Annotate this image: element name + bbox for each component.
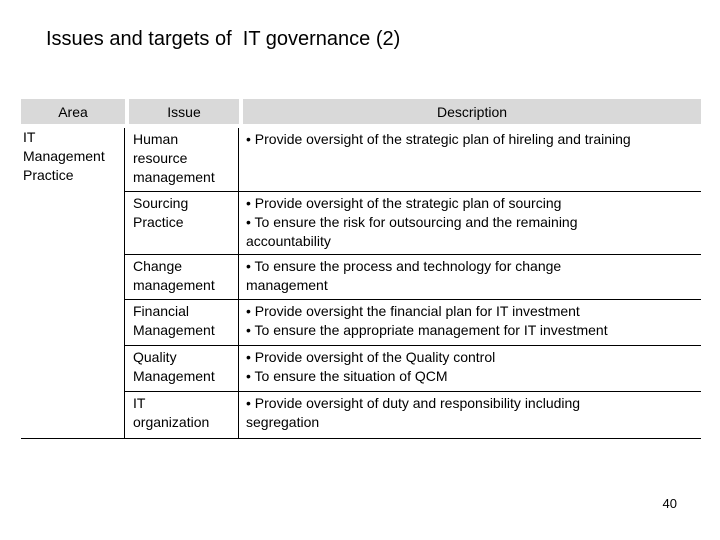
description-cell: • Provide oversight of the Quality control • To ensure the situation of QCM (239, 346, 701, 392)
slide-title: Issues and targets of IT governance (2) (46, 28, 401, 50)
issue-cell: IT organization (125, 392, 239, 439)
description-cell: • Provide oversight of duty and responsibility including segregation (239, 392, 701, 439)
governance-table (21, 99, 701, 439)
header-issue: Issue (125, 99, 239, 124)
issue-cell: Human resource management (125, 128, 239, 192)
description-cell: • Provide oversight of the strategic plan of sourcing • To ensure the risk for outsourcing and the remaining accountability (239, 192, 701, 255)
header-area: Area (21, 99, 125, 124)
page-number: 40 (662, 496, 677, 511)
description-cell: • Provide oversight of the strategic plan of hireling and training (239, 128, 701, 192)
issue-cell: Financial Management (125, 300, 239, 346)
area-label: IT Management Practice (23, 129, 105, 183)
header-description: Description (239, 99, 701, 124)
issue-cell: Sourcing Practice (125, 192, 239, 255)
description-cell: • To ensure the process and technology for change management (239, 255, 701, 300)
area-cell (21, 128, 125, 439)
issue-cell: Change management (125, 255, 239, 300)
description-cell: • Provide oversight the financial plan for IT investment • To ensure the appropriate management for IT investment (239, 300, 701, 346)
issue-cell: Quality Management (125, 346, 239, 392)
